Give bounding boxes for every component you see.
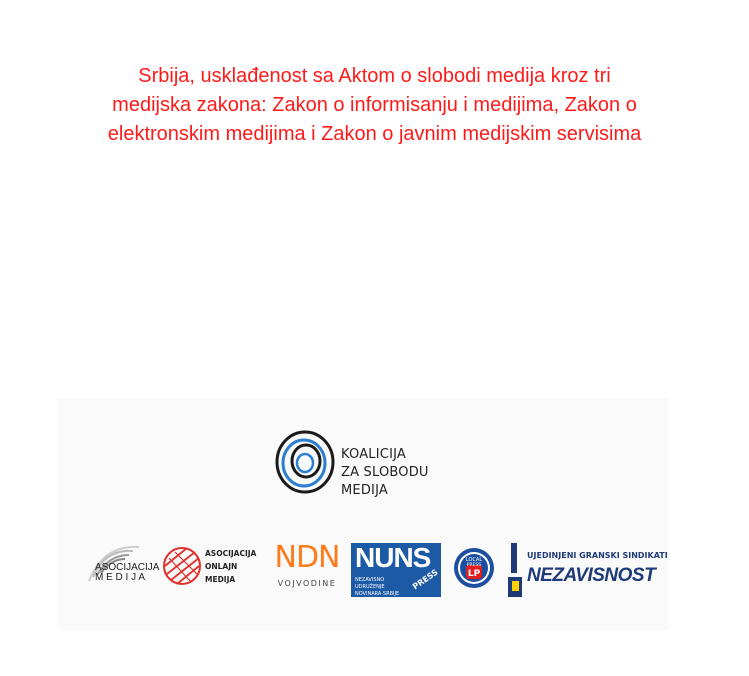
coalition-name bbox=[341, 446, 473, 500]
aom-line-3: MEDIJA bbox=[205, 575, 236, 584]
local-press-emblem-icon bbox=[452, 541, 496, 595]
nuns-subtitle bbox=[355, 577, 415, 598]
title-line-1: Srbija, usklađenost sa Aktom o slobodi medija kroz tri bbox=[138, 65, 611, 87]
nezavisnost-line-2: NEZAVISNOST bbox=[527, 565, 656, 586]
nuns-sub-1: NEZAVISNO UDRUŽENJE bbox=[355, 577, 385, 590]
coalition-logo bbox=[273, 428, 473, 508]
asocijacija-onlajn-medija-logo bbox=[161, 541, 261, 591]
local-press-logo bbox=[452, 541, 496, 595]
nuns-logo bbox=[351, 543, 441, 597]
am-line-1: ASOCIJACIJA bbox=[95, 562, 160, 573]
ndn-vojvodine-logo bbox=[269, 541, 345, 593]
nuns-press: PRESS bbox=[411, 567, 440, 592]
exclamation-icon bbox=[505, 541, 525, 601]
nezavisnost-line-1: UJEDINJENI GRANSKI SINDIKATI bbox=[527, 551, 668, 560]
asocijacija-medija-logo bbox=[85, 541, 160, 591]
title-line-3: elektronskim medijima i Zakon o javnim medijskim servisima bbox=[107, 123, 642, 145]
lp-mid: PRESS bbox=[466, 563, 482, 568]
coalition-line-2: ZA SLOBODU MEDIJA bbox=[341, 465, 429, 498]
asocijacija-medija-label bbox=[95, 563, 159, 583]
aom-label bbox=[205, 547, 256, 586]
am-line-2: M E D I J A bbox=[95, 572, 146, 583]
lp-mark: LP bbox=[467, 569, 481, 579]
aom-line-2: ONLAJN bbox=[205, 562, 238, 571]
ndn-subtitle: VOJVODINE bbox=[277, 579, 337, 588]
logo-panel bbox=[57, 398, 669, 630]
title-line-2: medijska zakona: Zakon o informisanju i medijima, Zakon o bbox=[112, 94, 637, 116]
nuns-sub-2: NOVINARA SRBIJE bbox=[355, 591, 400, 597]
ndn-mark: NDN bbox=[274, 540, 340, 575]
lp-top: LOCAL bbox=[465, 557, 483, 563]
coalition-circles-icon bbox=[273, 428, 337, 496]
document-title bbox=[40, 62, 709, 149]
coalition-line-1: KOALICIJA bbox=[341, 447, 406, 462]
nuns-mark: NUNS bbox=[355, 542, 431, 573]
aom-line-1: ASOCIJACIJA bbox=[205, 549, 257, 558]
globe-icon bbox=[161, 544, 203, 588]
nezavisnost-logo bbox=[505, 541, 668, 601]
